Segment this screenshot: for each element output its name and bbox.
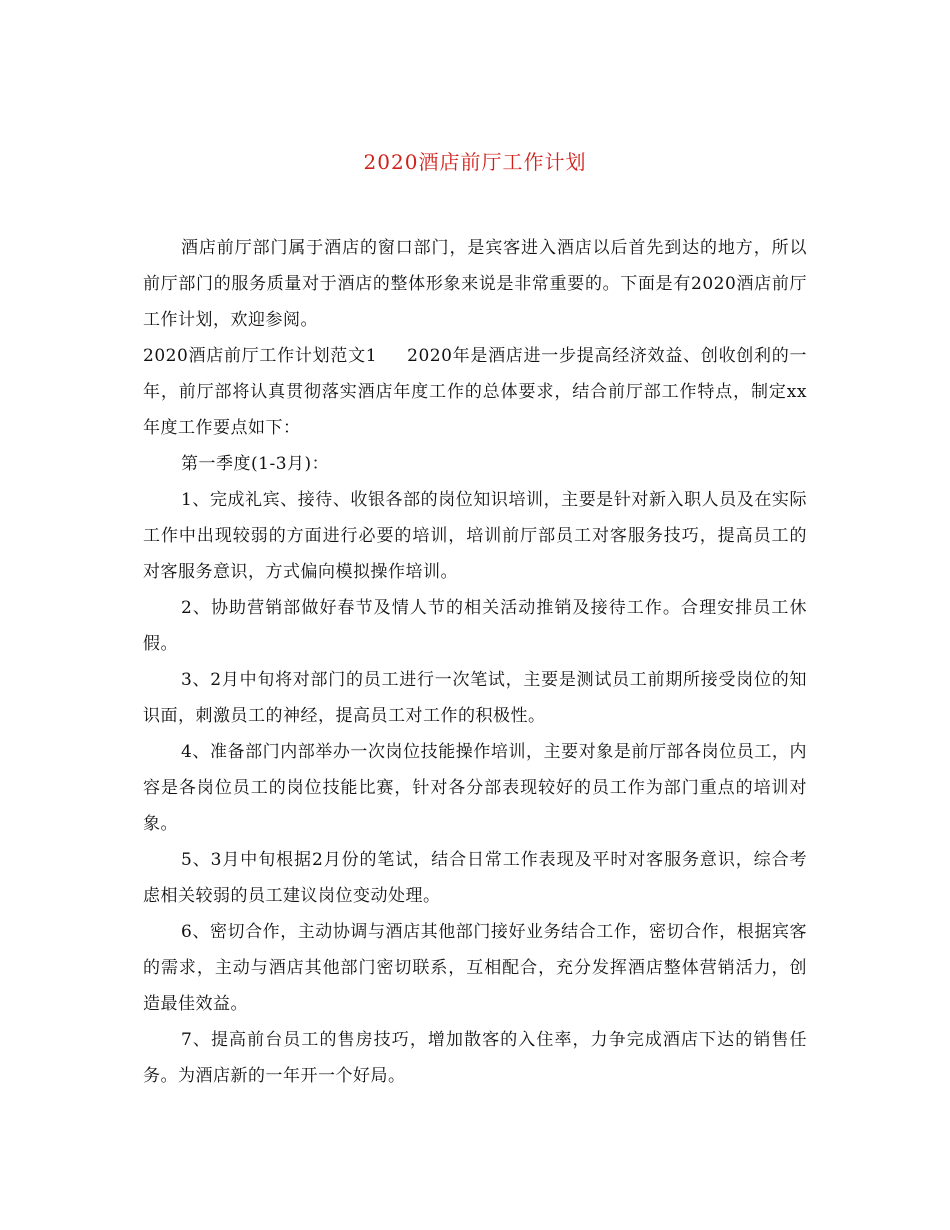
sample-paragraph (143, 338, 807, 446)
list-item: 5、3月中旬根据2月份的笔试，结合日常工作表现及平时对客服务意识，综合考虑相关较弱的员工建议岗位变动处理。 (143, 850, 807, 906)
quarter-heading: 第一季度(1-3月)： (181, 454, 330, 474)
list-item: 6、密切合作，主动协调与酒店其他部门接好业务结合工作，密切合作，根据宾客的需求，主动与酒店其他部门密切联系，互相配合，充分发挥酒店整体营销活力，创造最佳效益。 (143, 922, 807, 1014)
list-item: 4、准备部门内部举办一次岗位技能操作培训，主要对象是前厅部各岗位员工，内容是各岗位员工的岗位技能比赛，针对各分部表现较好的员工作为部门重点的培训对象。 (143, 742, 807, 834)
sample-opening: 2020年是酒店进一步提高经济效益、创收创利的一年，前厅部将认真贯彻落实酒店年度工作的总体要求，结合前厅部工作特点，制定xx年度工作要点如下： (143, 346, 807, 438)
list-item: 7、提高前台员工的售房技巧，增加散客的入住率，力争完成酒店下达的销售任务。为酒店新的一年开一个好局。 (143, 1030, 807, 1086)
list-item: 2、协助营销部做好春节及情人节的相关活动推销及接待工作。合理安排员工休假。 (143, 598, 807, 654)
sample-heading: 2020酒店前厅工作计划范文1 (143, 346, 378, 366)
list-item: 3、2月中旬将对部门的员工进行一次笔试，主要是测试员工前期所接受岗位的知识面，刺激员工的神经，提高员工对工作的积极性。 (143, 670, 807, 726)
list-item: 1、完成礼宾、接待、收银各部的岗位知识培训，主要是针对新入职人员及在实际工作中出现较弱的方面进行必要的培训，培训前厅部员工对客服务技巧，提高员工的对客服务意识，方式偏向模拟操作培训。 (143, 490, 807, 582)
document-body (143, 230, 807, 1094)
intro-paragraph: 酒店前厅部门属于酒店的窗口部门，是宾客进入酒店以后首先到达的地方，所以前厅部门的服务质量对于酒店的整体形象来说是非常重要的。下面是有2020酒店前厅工作计划，欢迎参阅。 (143, 238, 807, 330)
document-title: 2020酒店前厅工作计划 (363, 150, 587, 174)
